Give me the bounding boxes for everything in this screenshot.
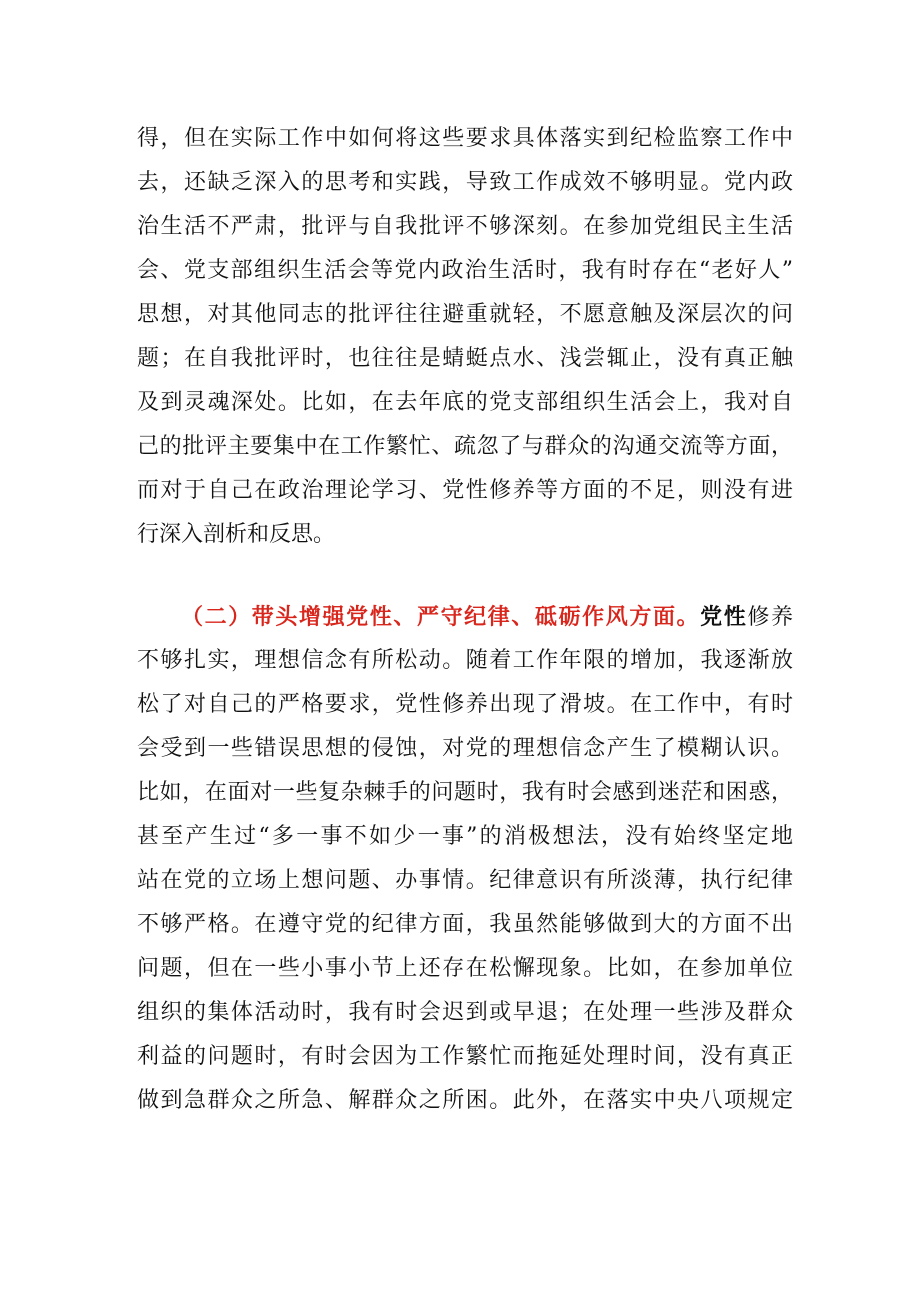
paragraph-line: 思想，对其他同志的批评往往避重就轻，不愿意触及深层次的问 — [137, 302, 793, 327]
paragraph-line: 题；在自我批评时，也往往是蜻蜓点水、浅尝辄止，没有真正触 — [137, 346, 793, 371]
section-heading: （二）带头增强党性、严守纪律、砥砺作风方面。 — [181, 604, 701, 630]
paragraph-line: 甚至产生过“多一事不如少一事”的消极想法，没有始终坚定地 — [137, 824, 793, 849]
paragraph-line: 治生活不严肃，批评与自我批评不够深刻。在参加党组民主生活 — [137, 214, 793, 239]
paragraph-line: 不够扎实，理想信念有所松动。随着工作年限的增加，我逐渐放 — [137, 648, 793, 673]
section-lead-bold: 党性 — [700, 604, 748, 630]
paragraph-line: 会、党支部组织生活会等党内政治生活时，我有时存在“老好人” — [137, 258, 793, 283]
paragraph-line: 己的批评主要集中在工作繁忙、疏忽了与群众的沟通交流等方面， — [137, 434, 793, 459]
paragraph-line: 问题，但在一些小事小节上还存在松懈现象。比如，在参加单位 — [137, 956, 793, 981]
paragraph-line: 去，还缺乏深入的思考和实践，导致工作成效不够明显。党内政 — [137, 170, 793, 195]
section-heading-line — [181, 597, 793, 637]
paragraph-line: 比如，在面对一些复杂棘手的问题时，我有时会感到迷茫和困惑， — [137, 780, 793, 805]
paragraph-line: 做到急群众之所急、解群众之所困。此外，在落实中央八项规定 — [137, 1088, 793, 1113]
paragraph-line: 利益的问题时，有时会因为工作繁忙而拖延处理时间，没有真正 — [137, 1044, 793, 1069]
paragraph-line: 松了对自己的严格要求，党性修养出现了滑坡。在工作中，有时 — [137, 692, 793, 717]
paragraph-line: 组织的集体活动时，我有时会迟到或早退；在处理一些涉及群众 — [137, 1000, 793, 1025]
paragraph-line: 站在党的立场上想问题、办事情。纪律意识有所淡薄，执行纪律 — [137, 868, 793, 893]
paragraph-line: 会受到一些错误思想的侵蚀，对党的理想信念产生了模糊认识。 — [137, 736, 793, 761]
paragraph-line: 得，但在实际工作中如何将这些要求具体落实到纪检监察工作中 — [137, 126, 793, 151]
paragraph-line: 不够严格。在遵守党的纪律方面，我虽然能够做到大的方面不出 — [137, 912, 793, 937]
section-lead-rest: 修养 — [747, 605, 793, 630]
paragraph-line-last: 行深入剖析和反思。 — [137, 522, 336, 547]
paragraph-line: 而对于自己在政治理论学习、党性修养等方面的不足，则没有进 — [137, 478, 793, 503]
paragraph-line: 及到灵魂深处。比如，在去年底的党支部组织生活会上，我对自 — [137, 390, 793, 415]
